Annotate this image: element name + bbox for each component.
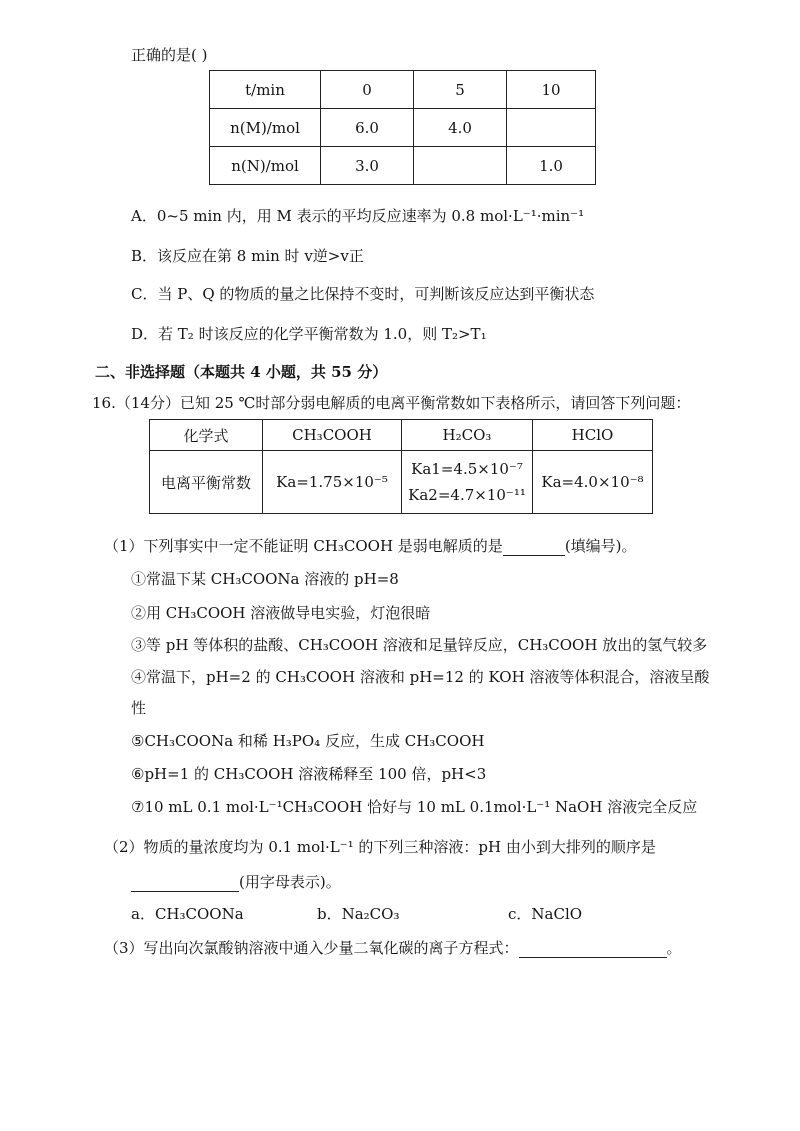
q15-option-a: A．0~5 min 内，用 M 表示的平均反应速率为 0.8 mol·L⁻¹·min⁻¹: [131, 207, 585, 225]
ka2-value: Ka2=4.7×10⁻¹¹: [408, 486, 526, 504]
table-cell: 4.0: [414, 109, 507, 147]
answer-blank[interactable]: [519, 943, 667, 958]
choice-b: b．Na₂CO₃: [317, 905, 400, 923]
section-heading: 二、非选择题（本题共 4 小题，共 55 分）: [95, 363, 388, 381]
q16-part1-prompt: [104, 535, 637, 556]
q16-part2-suffix: (用字母表示)。: [239, 873, 341, 891]
ka1-value: Ka1=4.5×10⁻⁷: [411, 460, 523, 478]
q16-intro: 16.（14分）已知 25 ℃时部分弱电解质的电离平衡常数如下表格所示，请回答下列问题：: [92, 394, 691, 412]
table-row: [210, 147, 596, 185]
table-header-cell: 化学式: [150, 420, 263, 451]
q16-part3-text: （3）写出向次氯酸钠溶液中通入少量二氧化碳的离子方程式：: [104, 939, 519, 957]
table-cell: [414, 147, 507, 185]
list-item-continuation: 性: [131, 699, 147, 717]
table-header-cell: HClO: [533, 420, 653, 451]
q16-part1-suffix: (填编号)。: [564, 537, 637, 555]
table-cell: n(M)/mol: [210, 109, 321, 147]
table-cell: 6.0: [321, 109, 414, 147]
table-cell: n(N)/mol: [210, 147, 321, 185]
table-header-cell: 10: [507, 71, 596, 109]
table-row: [210, 109, 596, 147]
table-cell: 3.0: [321, 147, 414, 185]
answer-blank[interactable]: [131, 877, 239, 892]
list-item: ⑥pH=1 的 CH₃COOH 溶液稀释至 100 倍，pH<3: [131, 765, 487, 783]
q15-intro: 正确的是( ): [131, 46, 208, 64]
q16-part2-prompt: （2）物质的量浓度均为 0.1 mol·L⁻¹ 的下列三种溶液：pH 由小到大排列的顺序是: [104, 838, 656, 856]
list-item: ④常温下，pH=2 的 CH₃COOH 溶液和 pH=12 的 KOH 溶液等体积混合，溶液呈酸: [131, 668, 710, 686]
choice-a: a．CH₃COONa: [131, 905, 244, 923]
list-item: ①常温下某 CH₃COONa 溶液的 pH=8: [131, 570, 399, 588]
table-row-label: 电离平衡常数: [150, 451, 263, 514]
list-item: ③等 pH 等体积的盐酸、CH₃COOH 溶液和足量锌反应，CH₃COOH 放出的氢气较多: [131, 636, 708, 654]
table-time-moles: [209, 70, 596, 185]
q15-option-b: B．该反应在第 8 min 时 v逆>v正: [131, 247, 364, 265]
table-row: [150, 420, 653, 451]
q16-part1-text: （1）下列事实中一定不能证明 CH₃COOH 是弱电解质的是: [104, 537, 503, 555]
q15-option-d: D．若 T₂ 时该反应的化学平衡常数为 1.0，则 T₂>T₁: [131, 325, 487, 343]
table-ionization-constants: [149, 419, 653, 514]
table-cell: [402, 451, 533, 514]
table-cell: Ka=1.75×10⁻⁵: [263, 451, 402, 514]
q16-part2-answer-line: [131, 871, 341, 892]
table-row: [150, 451, 653, 514]
answer-blank[interactable]: [503, 541, 565, 556]
table-header-cell: CH₃COOH: [263, 420, 402, 451]
q16-part3-suffix: 。: [666, 939, 682, 957]
table-header-cell: t/min: [210, 71, 321, 109]
list-item: ②用 CH₃COOH 溶液做导电实验，灯泡很暗: [131, 604, 431, 622]
table-header-cell: 5: [414, 71, 507, 109]
table-cell: Ka=4.0×10⁻⁸: [533, 451, 653, 514]
table-row: [210, 71, 596, 109]
table-cell: 1.0: [507, 147, 596, 185]
table-cell: [507, 109, 596, 147]
q15-option-c: C．当 P、Q 的物质的量之比保持不变时，可判断该反应达到平衡状态: [131, 285, 595, 303]
list-item: ⑤CH₃COONa 和稀 H₃PO₄ 反应，生成 CH₃COOH: [131, 732, 485, 750]
list-item: ⑦10 mL 0.1 mol·L⁻¹CH₃COOH 恰好与 10 mL 0.1mol·L⁻¹ NaOH 溶液完全反应: [131, 798, 698, 816]
table-header-cell: 0: [321, 71, 414, 109]
q16-part3-prompt: [104, 937, 682, 958]
table-header-cell: H₂CO₃: [402, 420, 533, 451]
choice-c: c．NaClO: [508, 905, 583, 923]
